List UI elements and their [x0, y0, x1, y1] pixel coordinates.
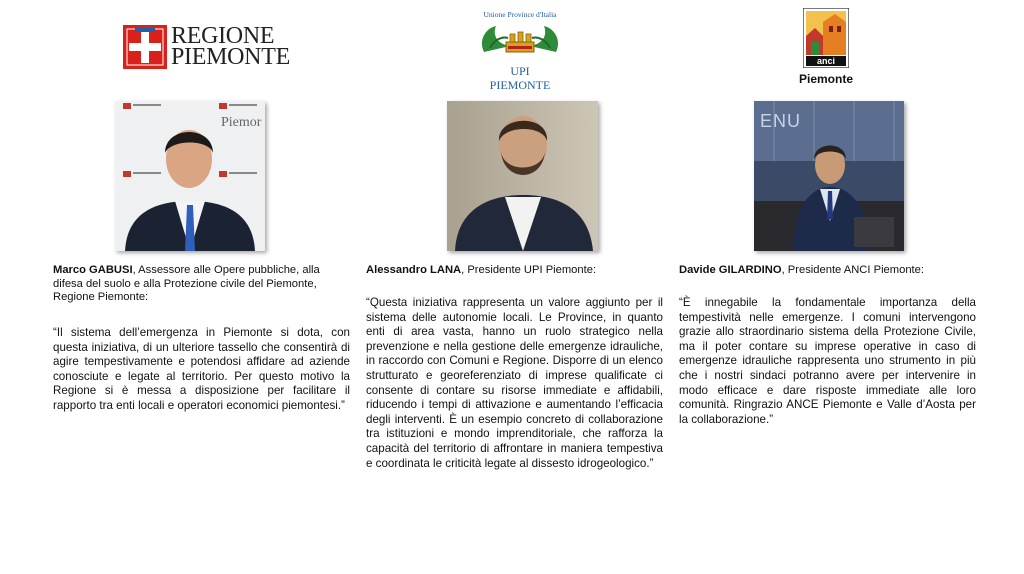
regione-line2: PIEMONTE [171, 44, 290, 70]
regione-flag-icon [123, 25, 167, 69]
upi-laurel-crown-icon [474, 22, 566, 60]
person-name: Marco GABUSI [53, 264, 133, 276]
quote-davide-gilardino: “È innegabile la fondamentale importanza della tempestività nelle emergenze. I comuni intervengono grazie allo straordinario sistema della Protezione Civile, ma il poter contare su imprese operative in caso di emergenze idrauliche rappresenta uno strumento in più che i nostri sindaci potranno avere per intervenire in modo efficace e dare risposte immediate alle loro comunità. Ringrazio ANCE Piemonte e Valle d’Aosta per la collaborazione.” [679, 296, 976, 426]
anci-piemonte-logo [793, 8, 859, 90]
person-role: , Presidente UPI Piemonte: [461, 264, 597, 276]
regione-piemonte-logo [123, 23, 290, 70]
anci-badge-text: anci [816, 56, 835, 66]
caption-alessandro-lana [366, 264, 666, 278]
anci-label: Piemonte [798, 72, 853, 86]
upi-piemonte-logo [474, 10, 566, 92]
photo-backdrop-text: ENU [760, 111, 802, 131]
upi-top-text: Unione Province d'Italia [483, 10, 557, 19]
photo-marco-gabusi [115, 101, 265, 251]
photo-backdrop-text: Piemor [221, 115, 262, 130]
upi-line2: PIEMONTE [489, 78, 551, 92]
regione-line1: REGIONE [171, 23, 275, 49]
caption-davide-gilardino [679, 264, 979, 278]
person-role: , Assessore alle Opere pubbliche, alla difesa del suolo e alla Protezione civile del Piemonte, Regione Piemonte: [53, 264, 320, 304]
person-name: Davide GILARDINO [679, 264, 782, 276]
quote-alessandro-lana: “Questa iniziativa rappresenta un valore aggiunto per il sistema delle autonomie locali. Le Province, in quanto enti di area vasta, hanno un ruolo strategico nella prevenzione e nella gestione delle emergenze idrauliche, in raccordo con Comuni e Regione. Disporre di un elenco strutturato e georeferenziato di imprese qualificate ci consente di contare su risorse immediate e affidabili, riducendo i tempi di attivazione e aumentando l’efficacia degli interventi. È un esempio concreto di collaborazione tra istituzioni e mondo imprenditoriale, che rafforza la capacità del territorio di affrontare in maniera tempestiva e coordinata le criticità legate al dissesto idrogeologico.” [366, 296, 663, 470]
caption-marco-gabusi [53, 264, 343, 305]
upi-line1: UPI [510, 64, 530, 78]
quote-marco-gabusi: “Il sistema dell’emergenza in Piemonte si dota, con questa iniziativa, di un ulteriore tassello che consentirà di agire tempestivamente e potendosi affidare ad aziende conosciute e legate al territorio. Per questo motivo la Regione si è messa a disposizione per facilitare il rapporto tra enti locali e operatori economici piemontesi.” [53, 326, 350, 412]
photo-alessandro-lana [447, 101, 598, 251]
photo-davide-gilardino [754, 101, 904, 251]
person-role: , Presidente ANCI Piemonte: [781, 264, 924, 276]
person-name: Alessandro LANA [366, 264, 462, 276]
